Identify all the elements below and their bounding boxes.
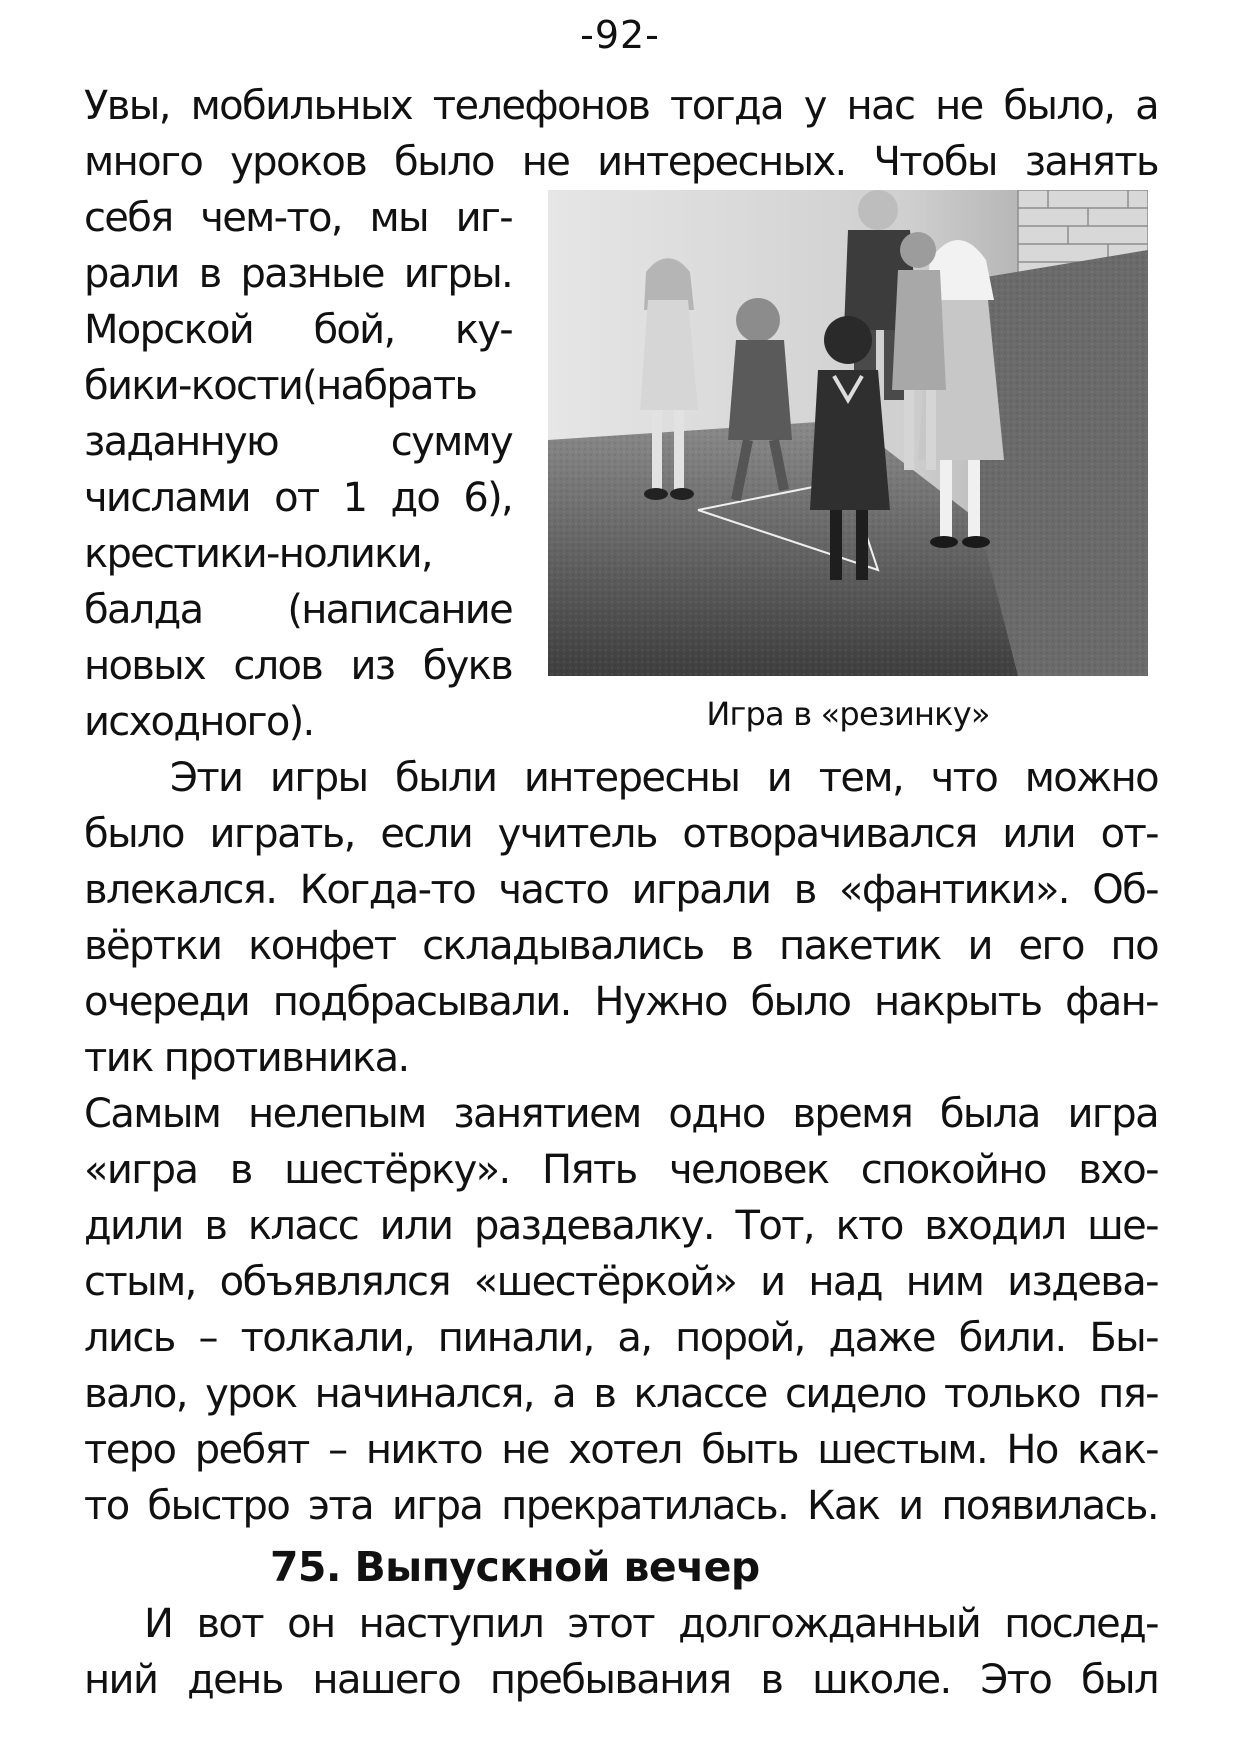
text-line: дили в класс или раздевалку. Тот, кто входил ше- — [84, 1203, 1158, 1249]
text-line: Увы, мобильных телефонов тогда у нас не было, а — [84, 83, 1158, 129]
text-line: Самым нелепым занятием одно время была игра — [84, 1091, 1158, 1137]
text-line: «игра в шестёрку». Пять человек спокойно вхо- — [84, 1147, 1158, 1193]
text-line: рали в разные игры. — [84, 251, 512, 297]
text-line: стым, объявлялся «шестёркой» и над ним издева- — [84, 1259, 1158, 1305]
text-line: вало, урок начинался, а в классе сидело только пя- — [84, 1371, 1158, 1417]
text-line: было играть, если учитель отворачивался или от- — [84, 811, 1158, 857]
text-line: лись – толкали, пинали, а, порой, даже били. Бы- — [84, 1315, 1158, 1361]
text-line: балда (написание — [84, 587, 512, 633]
text-line: новых слов из букв — [84, 643, 512, 689]
text-line: бики-кости(набрать — [84, 363, 477, 409]
text-line: Эти игры были интересны и тем, что можно — [170, 755, 1158, 801]
figure-caption: Игра в «резинку» — [706, 695, 990, 733]
text-line: много уроков было не интересных. Чтобы занять — [84, 139, 1158, 185]
text-line: Морской бой, ку- — [84, 307, 512, 353]
text-line: заданную сумму — [84, 419, 512, 465]
text-line: ний день нашего пребывания в школе. Это был — [84, 1657, 1158, 1703]
text-line: то быстро эта игра прекратилась. Как и появилась. — [84, 1483, 1158, 1529]
page-number: -92- — [580, 13, 660, 57]
text-line: тик противника. — [84, 1035, 409, 1081]
section-number: 75. — [270, 1543, 341, 1591]
text-line: теро ребят – никто не хотел быть шестым. Но как- — [84, 1427, 1158, 1473]
photo-illustration — [548, 190, 1148, 676]
text-line: И вот он наступил этот долгожданный послед- — [144, 1601, 1158, 1647]
figure-photo — [548, 190, 1148, 676]
text-line: крестики-нолики, — [84, 531, 432, 577]
section-heading — [270, 1540, 760, 1594]
text-line: себя чем-то, мы иг- — [84, 195, 512, 241]
text-line: влекался. Когда-то часто играли в «фантики». Об- — [84, 867, 1158, 913]
section-title: Выпускной вечер — [354, 1543, 760, 1591]
text-line: очереди подбрасывали. Нужно было накрыть фан- — [84, 979, 1158, 1025]
text-line: исходного). — [84, 699, 314, 745]
text-line: вёртки конфет складывались в пакетик и его по — [84, 923, 1158, 969]
text-line: числами от 1 до 6), — [84, 475, 512, 521]
